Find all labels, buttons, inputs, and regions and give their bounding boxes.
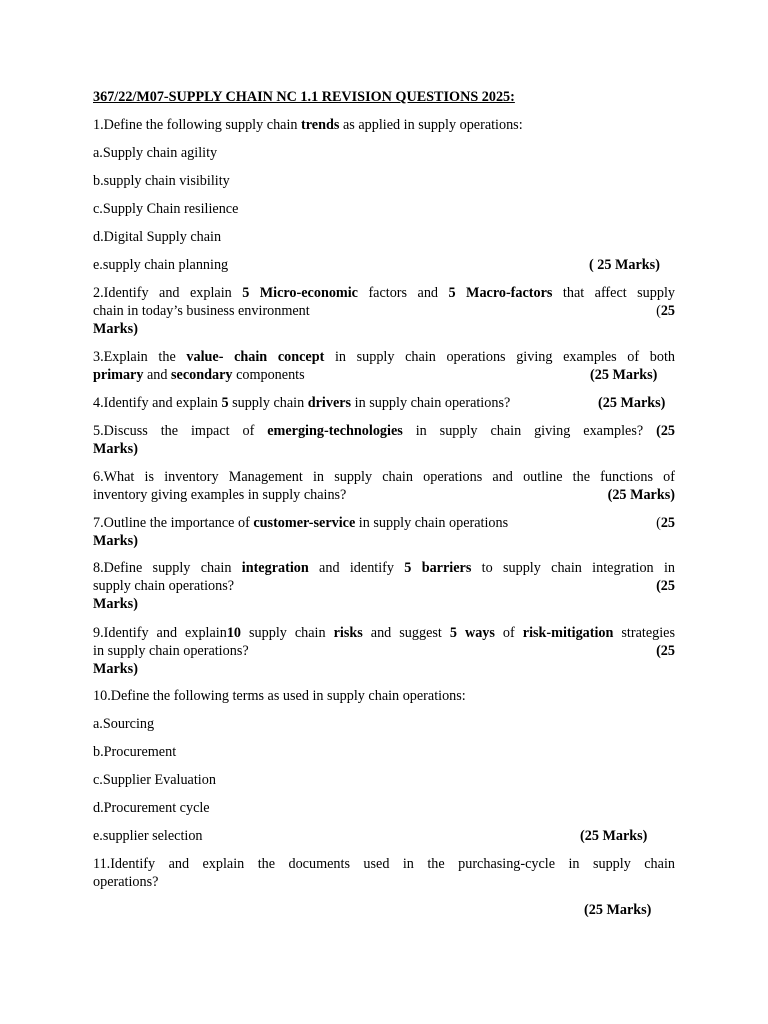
question-6: [93, 468, 675, 504]
q1-item-e-text: e.supply chain planning: [93, 257, 229, 273]
q3-keyword: value- chain concept: [186, 349, 325, 365]
q2-keyword-micro: 5 Micro-economic: [242, 285, 358, 301]
question-2: [93, 284, 675, 338]
q2-text-3b: chain in today’s business environment: [93, 303, 310, 319]
q1-marks: ( 25 Marks): [589, 257, 660, 273]
q6-line-1: 6.What is inventory Management in supply chain operations and outline the functions of: [93, 469, 675, 485]
q8-keyword-barriers: 5 barriers: [404, 560, 472, 576]
q3-line-2: [93, 366, 675, 384]
q11-line-1: 11.Identify and explain the documents used in the purchasing-cycle in supply chain: [93, 856, 675, 872]
question-4: [93, 394, 675, 412]
q5-line-1: [93, 422, 675, 440]
q5-text-2: in supply chain giving examples?: [402, 423, 644, 439]
q8-marks: (25: [656, 578, 675, 594]
question-8: [93, 559, 675, 613]
q8-line-1: [93, 559, 675, 577]
question-9: [93, 624, 675, 678]
q4-text-3: in supply chain operations?: [351, 395, 511, 411]
q9-text-4: of: [494, 625, 523, 641]
q2-keyword-macro: 5 Macro-factors: [448, 285, 553, 301]
q4-text: 4.Identify and explain: [93, 395, 222, 411]
q3-text: 3.Explain the: [93, 349, 187, 365]
q4-keyword: drivers: [307, 395, 352, 411]
question-3: [93, 348, 675, 384]
document-title: 367/22/M07-SUPPLY CHAIN NC 1.1 REVISION QUESTIONS 2025:: [93, 89, 515, 105]
q1-keyword: trends: [301, 117, 340, 133]
q6-marks: (25 Marks): [607, 487, 675, 503]
q8-text-3b: supply chain operations?: [93, 578, 235, 594]
q5-keyword: emerging-technologies: [267, 423, 403, 439]
q3-marks: (25 Marks): [590, 367, 658, 383]
q2-text-2: factors and: [357, 285, 449, 301]
q3-line-1: [93, 348, 675, 366]
question-1: [93, 116, 675, 134]
q11-marks: (25 Marks): [584, 902, 652, 918]
q6-text-2: inventory giving examples in supply chains?: [93, 487, 347, 503]
q2-text-3a: that affect supply: [562, 285, 675, 301]
q7-marks-end: Marks): [93, 533, 138, 549]
q1-item-c: c.Supply Chain resilience: [93, 201, 239, 217]
q7-marks-open: (: [656, 515, 661, 531]
q8-text: 8.Define supply chain: [93, 560, 242, 576]
q4-text-2: supply chain: [228, 395, 308, 411]
q10-item-d: d.Procurement cycle: [93, 800, 210, 816]
q1-item-a: a.Supply chain agility: [93, 145, 218, 161]
q9-keyword-count: 10: [226, 625, 242, 641]
question-11: [93, 855, 675, 891]
q7-text-2: in supply chain operations: [355, 515, 509, 531]
q8-line-2: [93, 577, 675, 595]
q10-item-a: a.Sourcing: [93, 716, 155, 732]
q3-keyword-secondary: secondary: [171, 367, 233, 383]
q3-text-3: and: [143, 367, 172, 383]
q7-keyword: customer-service: [253, 515, 356, 531]
question-5: [93, 422, 675, 458]
q8-keyword-integration: integration: [241, 560, 309, 576]
q7-text-wrap: [93, 514, 508, 532]
q9-keyword-ways: 5 ways: [449, 625, 495, 641]
q5-marks-end: Marks): [93, 441, 138, 457]
q10-item-e: [93, 827, 675, 845]
q2-marks: [656, 302, 675, 320]
q1-item-e: [93, 256, 675, 274]
q4-marks: (25 Marks): [598, 395, 666, 411]
q5-marks: (25: [656, 423, 676, 439]
q9-keyword-risks: risks: [333, 625, 363, 641]
q10-item-c: c.Supplier Evaluation: [93, 772, 216, 788]
q9-keyword-mitigation: risk-mitigation: [522, 625, 614, 641]
q2-marks-open: (: [656, 303, 661, 319]
q9-line-2: [93, 642, 675, 660]
question-7: [93, 514, 675, 550]
q9-text-5a: strategies: [613, 625, 675, 641]
q2-line-1: [93, 284, 675, 302]
q6-line-2: [93, 486, 675, 504]
q9-text-3: and suggest: [362, 625, 450, 641]
q9-text-5b: in supply chain operations?: [93, 643, 249, 659]
q11-line-2: operations?: [93, 874, 159, 890]
q10-marks: (25 Marks): [580, 828, 648, 844]
q7-line-1: [93, 514, 675, 532]
q1-text-end: as applied in supply operations:: [339, 117, 523, 133]
q7-text: 7.Outline the importance of: [93, 515, 254, 531]
q2-marks-end: Marks): [93, 321, 138, 337]
q8-marks-end: Marks): [93, 596, 138, 612]
q3-text-2: in supply chain operations giving examples of both: [324, 349, 675, 365]
q9-marks-end: Marks): [93, 661, 138, 677]
q1-item-b: b.supply chain visibility: [93, 173, 230, 189]
q9-text: 9.Identify and explain: [93, 625, 227, 641]
q1-text: 1.Define the following supply chain: [93, 117, 302, 133]
q2-text: 2.Identify and explain: [93, 285, 243, 301]
q7-marks: [656, 514, 675, 532]
q8-text-2: and identify: [308, 560, 405, 576]
q2-marks-value: 25: [660, 303, 675, 319]
q7-marks-value: 25: [660, 515, 675, 531]
q4-keyword-count: 5: [221, 395, 229, 411]
q8-text-3a: to supply chain integration in: [471, 560, 675, 576]
q9-marks: (25: [656, 643, 675, 659]
q9-text-2: supply chain: [241, 625, 334, 641]
q3-keyword-primary: primary: [93, 367, 144, 383]
q3-text-4: components: [232, 367, 305, 383]
q10-item-b: b.Procurement: [93, 744, 177, 760]
q1-item-d: d.Digital Supply chain: [93, 229, 222, 245]
q2-line-2: [93, 302, 675, 320]
q10-intro: 10.Define the following terms as used in supply chain operations:: [93, 688, 466, 704]
q10-item-e-text: e.supplier selection: [93, 828, 203, 844]
q9-line-1: [93, 624, 675, 642]
q5-text: 5.Discuss the impact of: [93, 423, 268, 439]
